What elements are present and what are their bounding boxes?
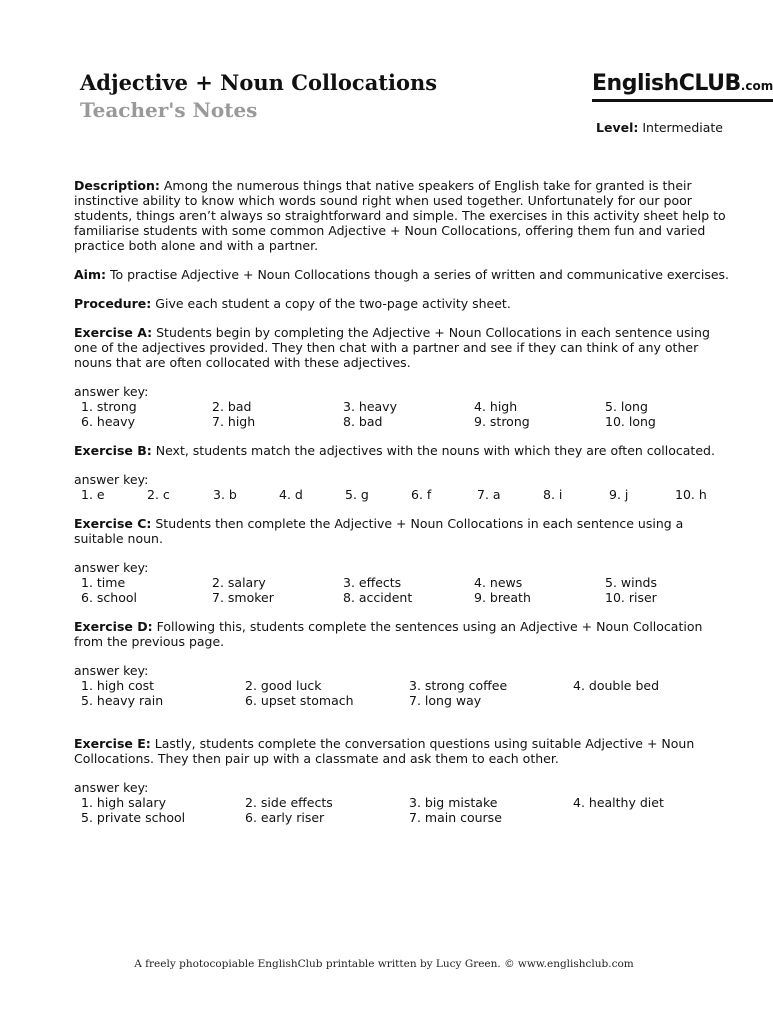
- answer-item: 2. c: [147, 487, 170, 502]
- answer-item: 1. e: [81, 487, 105, 502]
- exercise-d-text: Following this, students complete the sentences using an Adjective + Noun Collocation from the previous page.: [74, 619, 703, 649]
- answer-item: 6. upset stomach: [245, 693, 354, 708]
- exercise-e-label: Exercise E:: [74, 736, 151, 751]
- exercise-e-answer-key: [74, 795, 734, 825]
- answer-item: 2. side effects: [245, 795, 333, 810]
- exercise-b-text: Next, students match the adjectives with the nouns with which they are often collocated.: [155, 443, 715, 458]
- aim-paragraph: [74, 267, 734, 282]
- answer-item: 3. big mistake: [409, 795, 498, 810]
- level-value: Intermediate: [642, 120, 723, 135]
- exercise-a-text: Students begin by completing the Adjective + Noun Collocations in each sentence using one of the adjectives provided. They then chat with a partner and see if they can think of any other nouns that are often collocated with these adjectives.: [74, 325, 710, 370]
- answer-item: 1. strong: [81, 399, 137, 414]
- answer-item: 8. bad: [343, 414, 383, 429]
- aim-text: To practise Adjective + Noun Collocations though a series of written and communicative exercises.: [109, 267, 730, 282]
- answer-item: 2. bad: [212, 399, 252, 414]
- exercise-c-label: Exercise C:: [74, 516, 152, 531]
- answer-item: 5. winds: [605, 575, 657, 590]
- description-label: Description:: [74, 178, 160, 193]
- answer-item: 9. strong: [474, 414, 530, 429]
- answer-item: 7. smoker: [212, 590, 274, 605]
- exercise-d-key-label: answer key:: [74, 663, 149, 678]
- answer-item: 5. heavy rain: [81, 693, 164, 708]
- exercise-a-paragraph: [74, 325, 734, 370]
- exercise-b-answer-key: [74, 487, 734, 502]
- aim-label: Aim:: [74, 267, 106, 282]
- answer-item: 3. b: [213, 487, 237, 502]
- answer-item: 7. a: [477, 487, 501, 502]
- exercise-e-key-label: answer key:: [74, 780, 149, 795]
- level-indicator: [596, 120, 723, 135]
- answer-item: 4. high: [474, 399, 518, 414]
- exercise-e-text: Lastly, students complete the conversation questions using suitable Adjective + Noun Collocations. They then pair up with a classmate and ask them to each other.: [74, 736, 695, 766]
- exercise-d-label: Exercise D:: [74, 619, 153, 634]
- answer-item: 10. riser: [605, 590, 657, 605]
- answer-item: 3. heavy: [343, 399, 397, 414]
- answer-item: 5. private school: [81, 810, 186, 825]
- logo-suffix-text: .com: [740, 79, 773, 93]
- exercise-c-text: Students then complete the Adjective + Noun Collocations in each sentence using a suitable noun.: [74, 516, 684, 546]
- description-paragraph: [74, 178, 734, 253]
- answer-item: 1. high salary: [81, 795, 166, 810]
- exercise-d-answer-key: [74, 678, 734, 708]
- englishclub-logo[interactable]: [592, 72, 773, 102]
- answer-item: 6. heavy: [81, 414, 135, 429]
- answer-item: 6. f: [411, 487, 432, 502]
- answer-item: 9. j: [609, 487, 629, 502]
- description-text: Among the numerous things that native speakers of English take for granted is their instinctive ability to know which words sound right when used together. Unfortunately for our poor students, things aren’t always so straightforward and simple. The exercises in this activity sheet help to familiarise students with some common Adjective + Noun Collocations, offering them fun and varied practice both alone and with a partner.: [74, 178, 726, 253]
- exercise-a-answer-key: [74, 399, 734, 429]
- procedure-text: Give each student a copy of the two-page activity sheet.: [155, 296, 511, 311]
- logo-main-text: EnglishCLUB: [592, 71, 741, 96]
- page-subtitle: Teacher's Notes: [80, 98, 258, 122]
- answer-item: 5. long: [605, 399, 648, 414]
- answer-item: 8. i: [543, 487, 563, 502]
- exercise-c-key-label: answer key:: [74, 560, 149, 575]
- answer-item: 7. long way: [409, 693, 482, 708]
- exercise-c-answer-key: [74, 575, 734, 605]
- exercise-a-key-label: answer key:: [74, 384, 149, 399]
- answer-item: 10. h: [675, 487, 707, 502]
- teacher-notes-body: [74, 178, 734, 825]
- exercise-c-paragraph: [74, 516, 734, 546]
- answer-item: 4. double bed: [573, 678, 660, 693]
- answer-item: 6. school: [81, 590, 137, 605]
- answer-item: 4. healthy diet: [573, 795, 664, 810]
- exercise-b-key-label: answer key:: [74, 472, 149, 487]
- answer-item: 5. g: [345, 487, 369, 502]
- procedure-paragraph: [74, 296, 734, 311]
- exercise-b-paragraph: [74, 443, 734, 458]
- answer-item: 7. main course: [409, 810, 502, 825]
- answer-item: 2. good luck: [245, 678, 322, 693]
- procedure-label: Procedure:: [74, 296, 152, 311]
- exercise-e-paragraph: [74, 736, 734, 766]
- answer-item: 7. high: [212, 414, 256, 429]
- footer-credit: A freely photocopiable EnglishClub printable written by Lucy Green. © www.englishclub.com: [134, 958, 634, 970]
- answer-item: 1. high cost: [81, 678, 155, 693]
- exercise-d-paragraph: [74, 619, 734, 649]
- exercise-b-label: Exercise B:: [74, 443, 152, 458]
- page-title: Adjective + Noun Collocations: [80, 70, 438, 95]
- answer-item: 2. salary: [212, 575, 266, 590]
- answer-item: 6. early riser: [245, 810, 325, 825]
- answer-item: 3. effects: [343, 575, 402, 590]
- level-label: Level:: [596, 120, 639, 135]
- answer-item: 10. long: [605, 414, 656, 429]
- answer-item: 4. d: [279, 487, 303, 502]
- answer-item: 3. strong coffee: [409, 678, 508, 693]
- answer-item: 8. accident: [343, 590, 413, 605]
- answer-item: 1. time: [81, 575, 126, 590]
- answer-item: 4. news: [474, 575, 523, 590]
- answer-item: 9. breath: [474, 590, 531, 605]
- exercise-a-label: Exercise A:: [74, 325, 153, 340]
